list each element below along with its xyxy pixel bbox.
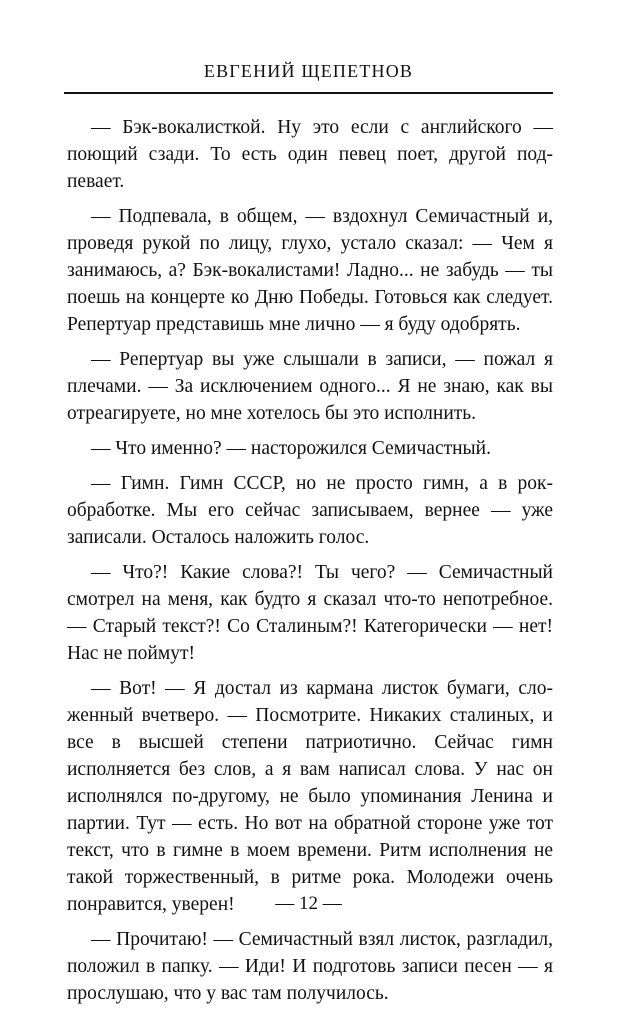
paragraph: — Подпевала, в общем, — вздохнул Семичастный и, проведя рукой по лицу, глухо, устало сказал: — Чем я занимаюсь, а? Бэк-вокалистами! Ладно... не забудь — ты поешь на концерте ко Дню Победы. Готовься как следует. Репертуар представишь мне лично — я буду одобрять. [67, 206, 553, 335]
paragraph: — Гимн. Гимн СССР, но не просто гимн, а в рок-обработке. Мы его сейчас записываем, вернее — уже записали. Осталось наложить голос. [67, 473, 553, 548]
body-text [67, 114, 553, 1015]
header-rule [64, 92, 553, 94]
page-number: — 12 — [275, 893, 342, 914]
paragraph: — Бэк-вокалисткой. Ну это если с английского — поющий сзади. То есть один певец поет, другой подпевает. [67, 117, 553, 192]
paragraph: — Что?! Какие слова?! Ты чего? — Семичастный смотрел на меня, как будто я сказал что-то непотребное. — Старый текст?! Со Сталиным?! Категорически — нет! Нас не поймут! [67, 562, 553, 664]
paragraph: — Вот! — Я достал из кармана листок бумаги, сложенный вчетверо. — Посмотрите. Никаких сталиных, и все в высшей степени патриотично. Сейчас гимн исполняется без слов, а я вам написал слова. У нас он исполнялся по-другому, не было упоминания Ленина и партии. Тут — есть. Но вот на обратной стороне уже тот текст, что в гимне в моем времени. Ритм исполнения не такой торжественный, в ритме рока. Молодежи очень понравится, уверен! [67, 678, 553, 915]
paragraph: — Репертуар вы уже слышали в записи, — пожал я плечами. — За исключением одного... Я не знаю, как вы отреагируете, но мне хотелось бы это исполнить. [67, 349, 553, 424]
paragraph: — Прочитаю! — Семичастный взял листок, разгладил, положил в папку. — Иди! И подготовь записи песен — я прослушаю, что у вас там получилось. [67, 929, 553, 1004]
running-head: ЕВГЕНИЙ ЩЕПЕТНОВ [203, 61, 414, 81]
paragraph: — Что именно? — насторожился Семичастный. [91, 438, 491, 459]
